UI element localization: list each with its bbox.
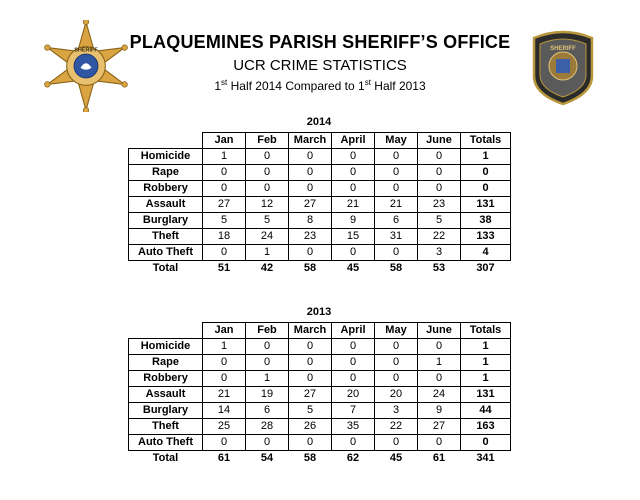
cell-value: 0 <box>203 355 246 371</box>
cell-value: 0 <box>332 435 375 451</box>
table-2013-title: 2013 <box>306 306 332 318</box>
cell-value: 0 <box>246 435 289 451</box>
cell-value: 0 <box>203 371 246 387</box>
cell-value: 0 <box>332 339 375 355</box>
cell-value: 3 <box>418 245 461 261</box>
cell-value: 31 <box>375 229 418 245</box>
row-total: 307 <box>476 262 495 274</box>
cell-value: 0 <box>375 371 418 387</box>
svg-text:SHERIFF: SHERIFF <box>74 47 98 54</box>
cell-value: 27 <box>203 197 246 213</box>
cell-value: 5 <box>418 213 461 229</box>
row-total: 0 <box>461 435 511 451</box>
cell-value: 5 <box>203 213 246 229</box>
cell-value: 0 <box>246 355 289 371</box>
table-row <box>129 213 511 229</box>
table-row <box>129 181 511 197</box>
row-total: 38 <box>461 213 511 229</box>
row-label: Burglary <box>129 213 203 229</box>
column-header: March <box>289 133 332 149</box>
row-total: 131 <box>461 387 511 403</box>
row-total: 44 <box>461 403 511 419</box>
column-header: Feb <box>246 323 289 339</box>
cell-value: 18 <box>203 229 246 245</box>
row-total: 0 <box>461 165 511 181</box>
column-header: April <box>332 133 375 149</box>
row-total: 131 <box>461 197 511 213</box>
total-label: Total <box>152 262 179 274</box>
column-header: June <box>418 323 461 339</box>
cell-value: 25 <box>203 419 246 435</box>
cell-value: 5 <box>246 213 289 229</box>
cell-value: 35 <box>332 419 375 435</box>
table-2013-body <box>129 339 511 467</box>
row-total: 4 <box>461 245 511 261</box>
column-header: June <box>418 133 461 149</box>
cell-value: 27 <box>289 387 332 403</box>
cell-value: 58 <box>389 262 403 274</box>
cell-value: 3 <box>375 403 418 419</box>
cell-value: 6 <box>375 213 418 229</box>
cell-value: 20 <box>375 387 418 403</box>
row-total: 1 <box>461 371 511 387</box>
column-header: April <box>332 323 375 339</box>
row-label: Robbery <box>129 371 203 387</box>
column-header: Totals <box>461 323 511 339</box>
row-label: Auto Theft <box>129 435 203 451</box>
page-subtitle: UCR CRIME STATISTICS <box>233 57 407 74</box>
table-row <box>129 435 511 451</box>
row-label: Theft <box>129 229 203 245</box>
row-label: Assault <box>129 197 203 213</box>
cell-value: 0 <box>332 165 375 181</box>
cell-value: 0 <box>375 149 418 165</box>
cell-value: 8 <box>289 213 332 229</box>
cell-value: 23 <box>418 197 461 213</box>
row-total: 163 <box>461 419 511 435</box>
cell-value: 22 <box>375 419 418 435</box>
cell-value: 45 <box>389 452 403 464</box>
header-row <box>129 133 511 149</box>
cell-value: 0 <box>289 149 332 165</box>
row-label: Auto Theft <box>129 245 203 261</box>
row-label: Burglary <box>129 403 203 419</box>
cell-value: 21 <box>375 197 418 213</box>
cell-value: 0 <box>203 181 246 197</box>
total-row <box>129 261 511 277</box>
row-total: 341 <box>476 452 495 464</box>
cell-value: 61 <box>432 452 446 464</box>
cell-value: 0 <box>418 371 461 387</box>
row-label: Homicide <box>129 339 203 355</box>
cell-value: 0 <box>246 181 289 197</box>
cell-value: 0 <box>418 181 461 197</box>
column-header: Totals <box>461 133 511 149</box>
cell-value: 0 <box>418 149 461 165</box>
cell-value: 1 <box>246 245 289 261</box>
cell-value: 15 <box>332 229 375 245</box>
cell-value: 0 <box>375 355 418 371</box>
cell-value: 27 <box>418 419 461 435</box>
table-row <box>129 149 511 165</box>
row-total: 1 <box>461 355 511 371</box>
cell-value: 9 <box>418 403 461 419</box>
row-total: 1 <box>461 149 511 165</box>
column-header: May <box>375 133 418 149</box>
cell-value: 19 <box>246 387 289 403</box>
cell-value: 21 <box>203 387 246 403</box>
cell-value: 53 <box>432 262 446 274</box>
cell-value: 0 <box>332 149 375 165</box>
row-label: Rape <box>129 355 203 371</box>
cell-value: 1 <box>203 149 246 165</box>
cell-value: 0 <box>375 339 418 355</box>
cell-value: 62 <box>346 452 360 464</box>
cell-value: 1 <box>418 355 461 371</box>
column-header: Feb <box>246 133 289 149</box>
cell-value: 0 <box>332 181 375 197</box>
cell-value: 58 <box>303 262 317 274</box>
table-row <box>129 419 511 435</box>
row-label: Theft <box>129 419 203 435</box>
column-header: Jan <box>203 133 246 149</box>
header-row <box>129 323 511 339</box>
document-header <box>0 32 640 93</box>
cell-value: 0 <box>289 339 332 355</box>
cell-value: 24 <box>418 387 461 403</box>
comparison-caption: 1st Half 2014 Compared to 1st Half 2013 <box>214 78 426 93</box>
cell-value: 5 <box>289 403 332 419</box>
cell-value: 26 <box>289 419 332 435</box>
row-label: Homicide <box>129 149 203 165</box>
table-row <box>129 403 511 419</box>
cell-value: 28 <box>246 419 289 435</box>
table-2014-body <box>129 149 511 277</box>
cell-value: 0 <box>246 165 289 181</box>
cell-value: 0 <box>332 355 375 371</box>
cell-value: 0 <box>289 165 332 181</box>
cell-value: 0 <box>418 435 461 451</box>
table-row <box>129 339 511 355</box>
cell-value: 45 <box>346 262 360 274</box>
cell-value: 0 <box>375 165 418 181</box>
cell-value: 0 <box>289 181 332 197</box>
cell-value: 61 <box>217 452 231 464</box>
cell-value: 0 <box>289 355 332 371</box>
cell-value: 20 <box>332 387 375 403</box>
blank-header-cell <box>129 133 203 149</box>
row-label: Assault <box>129 387 203 403</box>
cell-value: 0 <box>246 149 289 165</box>
cell-value: 24 <box>246 229 289 245</box>
cell-value: 58 <box>303 452 317 464</box>
blank-header-cell <box>129 323 203 339</box>
cell-value: 14 <box>203 403 246 419</box>
total-row <box>129 451 511 467</box>
cell-value: 42 <box>260 262 274 274</box>
table-row <box>129 165 511 181</box>
cell-value: 0 <box>418 339 461 355</box>
cell-value: 0 <box>418 165 461 181</box>
cell-value: 0 <box>289 371 332 387</box>
cell-value: 21 <box>332 197 375 213</box>
table-2014-title: 2014 <box>306 116 332 128</box>
cell-value: 7 <box>332 403 375 419</box>
cell-value: 0 <box>332 245 375 261</box>
total-label: Total <box>152 452 179 464</box>
row-label: Rape <box>129 165 203 181</box>
cell-value: 0 <box>289 435 332 451</box>
cell-value: 1 <box>203 339 246 355</box>
row-total: 0 <box>461 181 511 197</box>
cell-value: 0 <box>375 245 418 261</box>
page-title: PLAQUEMINES PARISH SHERIFF’S OFFICE <box>129 32 511 52</box>
cell-value: 6 <box>246 403 289 419</box>
table-row <box>129 387 511 403</box>
cell-value: 27 <box>289 197 332 213</box>
cell-value: 0 <box>332 371 375 387</box>
cell-value: 1 <box>246 371 289 387</box>
cell-value: 9 <box>332 213 375 229</box>
cell-value: 0 <box>203 245 246 261</box>
table-row <box>129 355 511 371</box>
svg-text:SHERIFF: SHERIFF <box>550 46 576 52</box>
row-total: 133 <box>461 229 511 245</box>
cell-value: 0 <box>203 435 246 451</box>
row-label: Robbery <box>129 181 203 197</box>
cell-value: 22 <box>418 229 461 245</box>
cell-value: 0 <box>289 245 332 261</box>
row-total: 1 <box>461 339 511 355</box>
cell-value: 54 <box>260 452 274 464</box>
column-header: May <box>375 323 418 339</box>
cell-value: 12 <box>246 197 289 213</box>
cell-value: 0 <box>203 165 246 181</box>
cell-value: 23 <box>289 229 332 245</box>
table-row <box>129 229 511 245</box>
cell-value: 51 <box>217 262 231 274</box>
table-2014 <box>128 132 511 276</box>
table-2013 <box>128 322 511 466</box>
cell-value: 0 <box>375 181 418 197</box>
column-header: March <box>289 323 332 339</box>
table-row <box>129 245 511 261</box>
table-row <box>129 371 511 387</box>
cell-value: 0 <box>246 339 289 355</box>
column-header: Jan <box>203 323 246 339</box>
table-row <box>129 197 511 213</box>
cell-value: 0 <box>375 435 418 451</box>
